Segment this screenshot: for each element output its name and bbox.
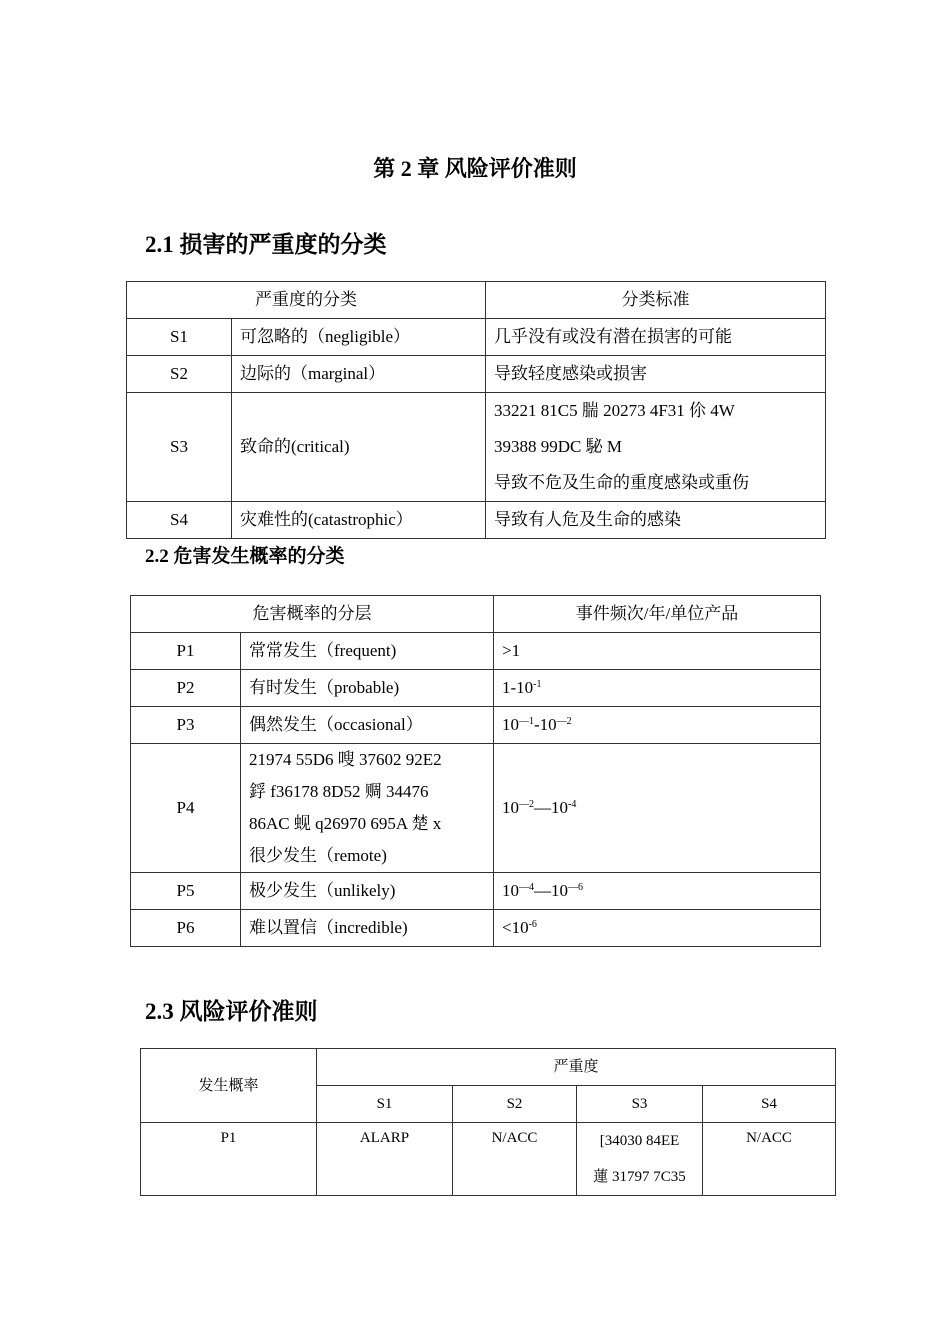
risk-matrix-table [140,1048,836,1196]
table-header-row [127,282,826,319]
name-cell: 难以置信（incredible) [241,910,494,947]
risk-cell: N/ACC [703,1123,836,1196]
table-row [127,502,826,539]
table-row [127,356,826,393]
probability-header-cell: 发生概率 [141,1049,317,1123]
code-cell: P3 [131,707,241,744]
freq-cell: $10^{—2}—10^{-4}$ [494,744,821,873]
criteria-cell [486,393,826,502]
name-cell [241,744,494,873]
code-cell: P5 [131,873,241,910]
name-line: 很少发生（remote) [249,846,387,865]
table-row [127,319,826,356]
table-row [141,1123,836,1196]
criteria-cell: 导致有人危及生命的感染 [486,502,826,539]
freq-cell: $<10^{-6}$ [494,910,821,947]
name-cell: 常常发生（frequent) [241,633,494,670]
severity-level-cell: S2 [453,1086,577,1123]
criteria-line: 39388 99DC 駜 M [494,437,622,456]
code-cell: P2 [131,670,241,707]
severity-level-cell: S4 [703,1086,836,1123]
severity-table [126,281,826,539]
name-line: 86AC 蚬 q26970 695A 楚 x [249,814,442,833]
risk-cell-line: 蓮 31797 7C35 [593,1169,686,1185]
criteria-line: 导致不危及生命的重度感染或重伤 [494,473,749,492]
section-heading-probability: 2.2 危害发生概率的分类 [145,546,345,567]
table-row [131,910,821,947]
table-header-row [141,1049,836,1086]
risk-cell [577,1123,703,1196]
freq-cell: $10^{—1}-10^{—2}$ [494,707,821,744]
header-cell: 严重度的分类 [127,282,486,319]
name-cell: 偶然发生（occasional） [241,707,494,744]
table-row [131,707,821,744]
freq-cell: $10^{—4}—10^{—6}$ [494,873,821,910]
name-cell: 致命的(critical) [232,393,486,502]
table-row [131,670,821,707]
header-cell: 危害概率的分层 [131,596,494,633]
probability-table [130,595,821,947]
table-row [131,744,821,873]
section-heading-severity: 2.1 损害的严重度的分类 [145,232,387,257]
code-cell: P4 [131,744,241,873]
code-cell: P6 [131,910,241,947]
code-cell: P1 [131,633,241,670]
risk-cell: ALARP [317,1123,453,1196]
header-cell: 分类标准 [486,282,826,319]
criteria-line: 33221 81C5 腨 20273 4F31 伱 4W [494,401,735,420]
name-cell: 灾难性的(catastrophic） [232,502,486,539]
criteria-cell: 导致轻度感染或损害 [486,356,826,393]
name-cell: 极少发生（unlikely) [241,873,494,910]
criteria-cell: 几乎没有或没有潜在损害的可能 [486,319,826,356]
name-line: 鋢 f36178 8D52 赒 34476 [249,782,429,801]
section-heading-risk-criteria: 2.3 风险评价准则 [145,999,318,1024]
table-row [131,633,821,670]
code-cell: S1 [127,319,232,356]
name-cell: 有时发生（probable) [241,670,494,707]
chapter-title: 第 2 章 风险评价准则 [373,156,577,181]
freq-cell: >1 [494,633,821,670]
code-cell: S2 [127,356,232,393]
table-row [127,393,826,502]
freq-cell: $1-10^{-1}$ [494,670,821,707]
code-cell: S3 [127,393,232,502]
header-cell: 事件频次/年/单位产品 [494,596,821,633]
table-header-row [131,596,821,633]
risk-cell-line: [34030 84EE [599,1133,680,1149]
severity-header-cell: 严重度 [317,1049,836,1086]
code-cell: S4 [127,502,232,539]
severity-level-cell: S3 [577,1086,703,1123]
probability-cell: P1 [141,1123,317,1196]
risk-cell: N/ACC [453,1123,577,1196]
severity-level-cell: S1 [317,1086,453,1123]
name-line: 21974 55D6 嗖 37602 92E2 [249,750,442,769]
name-cell: 可忽略的（negligible） [232,319,486,356]
name-cell: 边际的（marginal） [232,356,486,393]
table-row [131,873,821,910]
